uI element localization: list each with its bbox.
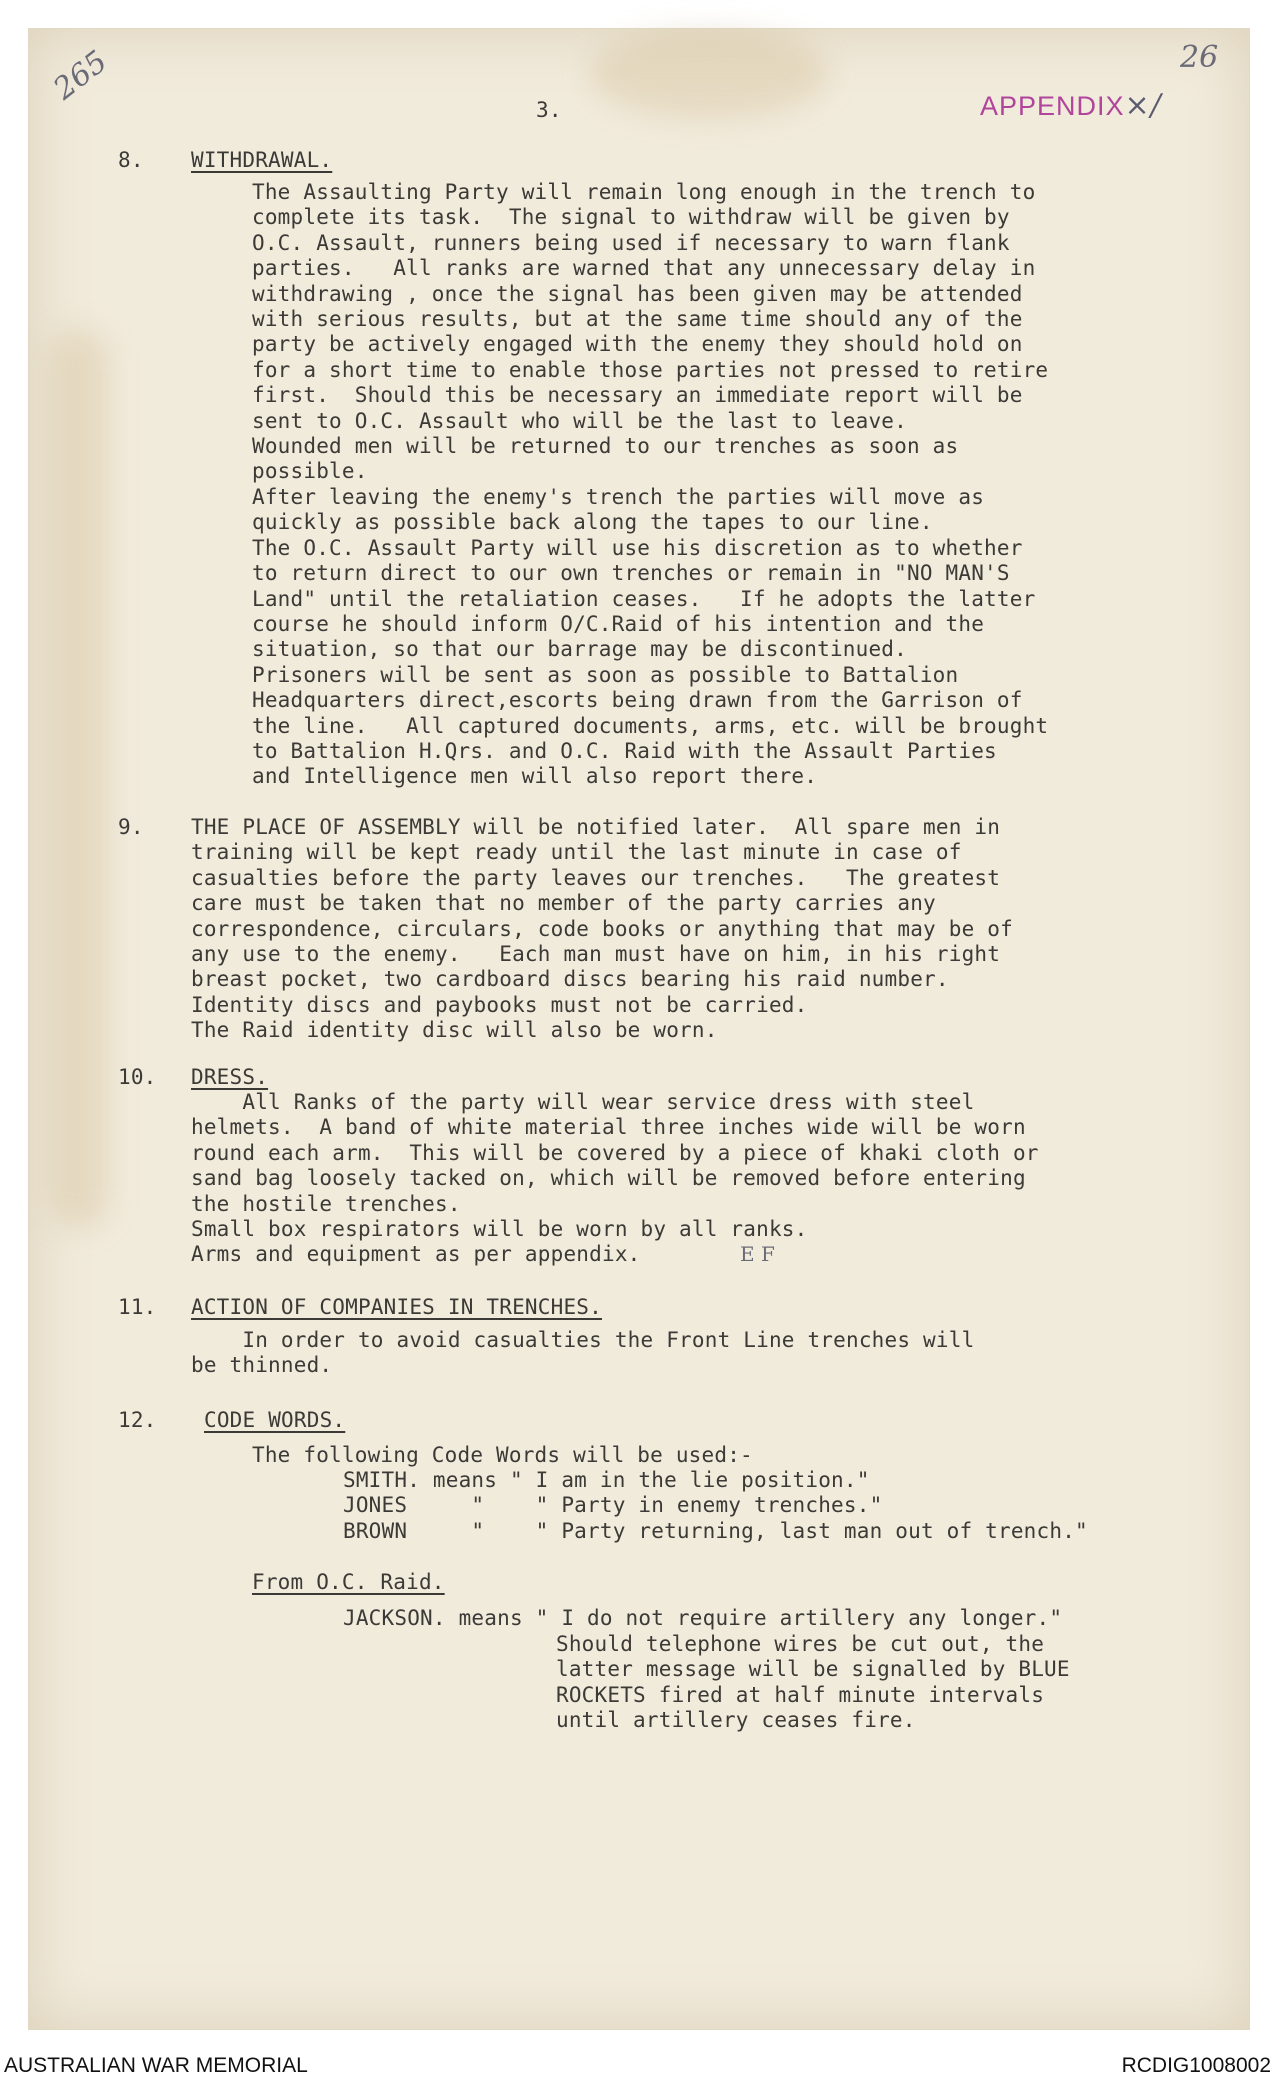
text-line: course he should inform O/C.Raid of his intention and the	[252, 611, 985, 636]
text-line: sent to O.C. Assault who will be the last to leave.	[252, 408, 907, 433]
text-line: situation, so that our barrage may be discontinued.	[252, 637, 907, 662]
text-line: The Assaulting Party will remain long enough in the trench to	[252, 180, 1036, 204]
text-line: quickly as possible back along the tapes to our line.	[252, 510, 933, 535]
section-10-body	[191, 1090, 1039, 1268]
text-line: to Battalion H.Qrs. and O.C. Raid with the Assault Parties	[252, 738, 997, 763]
text-line: latter message will be signalled by BLUE	[556, 1657, 1070, 1682]
text-line: After leaving the enemy's trench the parties will move as	[252, 484, 985, 509]
section-10-heading: DRESS.	[191, 1065, 269, 1089]
code-words-list	[343, 1468, 1088, 1544]
code-words-intro: The following Code Words will be used:-	[252, 1443, 753, 1467]
text-line: first. Should this be necessary an immediate report will be	[252, 383, 1023, 408]
text-line: until artillery ceases fire.	[556, 1708, 916, 1733]
text-line: care must be taken that no member of the party carries any	[191, 891, 936, 916]
text-line: correspondence, circulars, code books or anything that may be of	[191, 916, 1013, 941]
text-line: sand bag loosely tacked on, which will be removed before entering	[191, 1166, 1026, 1191]
appendix-stamp	[980, 88, 1162, 123]
text-line: O.C. Assault, runners being used if necessary to warn flank	[252, 230, 1010, 255]
text-line: ROCKETS fired at half minute intervals	[556, 1682, 1045, 1707]
text-line: breast pocket, two cardboard discs bearing his raid number.	[191, 967, 949, 992]
section-9-number: 9.	[118, 815, 144, 839]
handwritten-appendix-ref: E F	[740, 1242, 775, 1266]
section-11-body	[191, 1328, 974, 1379]
section-10-number: 10.	[118, 1065, 157, 1089]
appendix-handwritten-mark: ×/	[1124, 88, 1162, 123]
text-line: the hostile trenches.	[191, 1191, 461, 1216]
text-line: to return direct to our own trenches or remain in "NO MAN'S	[252, 561, 1010, 586]
text-line: the line. All captured documents, arms, etc. will be brought	[252, 713, 1049, 738]
text-line: The O.C. Assault Party will use his discretion as to whether	[252, 535, 1023, 560]
footer-archive-name: AUSTRALIAN WAR MEMORIAL	[4, 2054, 308, 2077]
text-line: complete its task. The signal to withdraw will be given by	[252, 205, 1010, 230]
text-line: with serious results, but at the same time should any of the	[252, 307, 1023, 332]
code-word-jackson: JACKSON. means " I do not require artillery any longer."	[343, 1606, 1063, 1630]
text-line: BROWN " " Party returning, last man out of trench."	[343, 1518, 1088, 1543]
text-line: SMITH. means " I am in the lie position."	[343, 1468, 870, 1492]
text-line: be thinned.	[191, 1353, 333, 1378]
section-11-number: 11.	[118, 1295, 157, 1319]
text-line: and Intelligence men will also report there.	[252, 764, 818, 789]
text-line: Should telephone wires be cut out, the	[556, 1632, 1045, 1656]
text-line: In order to avoid casualties the Front Line trenches will	[191, 1328, 975, 1352]
folio-number-right: 26	[1180, 40, 1219, 75]
text-line: JONES " " Party in enemy trenches."	[343, 1493, 883, 1518]
text-line: Land" until the retaliation ceases. If he adopts the latter	[252, 586, 1036, 611]
text-line: casualties before the party leaves our trenches. The greatest	[191, 865, 1001, 890]
edge-stain	[49, 329, 109, 1229]
text-line: All Ranks of the party will wear service dress with steel	[191, 1090, 975, 1114]
section-8-body	[252, 180, 1048, 790]
text-line: for a short time to enable those parties not pressed to retire	[252, 357, 1049, 382]
text-line: parties. All ranks are warned that any unnecessary delay in	[252, 256, 1036, 281]
appendix-stamp-text: APPENDIX	[980, 91, 1125, 121]
water-stain	[589, 29, 829, 119]
text-line: THE PLACE OF ASSEMBLY will be notified later. All spare men in	[191, 815, 1001, 839]
folio-number-left: 265	[47, 44, 114, 107]
section-11-heading: ACTION OF COMPANIES IN TRENCHES.	[191, 1295, 602, 1319]
text-line: withdrawing , once the signal has been given may be attended	[252, 281, 1023, 306]
section-8-number: 8.	[118, 148, 144, 172]
text-line: possible.	[252, 459, 368, 484]
section-9-body	[191, 815, 1013, 1044]
text-line: Identity discs and paybooks must not be carried.	[191, 992, 808, 1017]
text-line: round each arm. This will be covered by a piece of khaki cloth or	[191, 1140, 1039, 1165]
text-line: Prisoners will be sent as soon as possible to Battalion	[252, 662, 959, 687]
code-words-subheading: From O.C. Raid.	[252, 1570, 445, 1594]
text-line: any use to the enemy. Each man must have on him, in his right	[191, 942, 1001, 967]
section-12-heading: CODE WORDS.	[204, 1408, 346, 1432]
section-12-number: 12.	[118, 1408, 157, 1432]
text-line: The Raid identity disc will also be worn.	[191, 1018, 718, 1043]
text-line: helmets. A band of white material three inches wide will be worn	[191, 1115, 1026, 1140]
code-word-jackson-note	[556, 1632, 1070, 1734]
text-line: Small box respirators will be worn by all ranks.	[191, 1217, 808, 1242]
section-8-heading: WITHDRAWAL.	[191, 148, 333, 172]
text-line: Headquarters direct,escorts being drawn from the Garrison of	[252, 688, 1023, 713]
page-number: 3.	[536, 98, 562, 122]
text-line: Wounded men will be returned to our trenches as soon as	[252, 434, 959, 459]
text-line: training will be kept ready until the last minute in case of	[191, 840, 962, 865]
footer-reference-id: RCDIG1008002	[1121, 2054, 1271, 2077]
text-line: party be actively engaged with the enemy they should hold on	[252, 332, 1023, 357]
text-line: Arms and equipment as per appendix.	[191, 1242, 641, 1267]
